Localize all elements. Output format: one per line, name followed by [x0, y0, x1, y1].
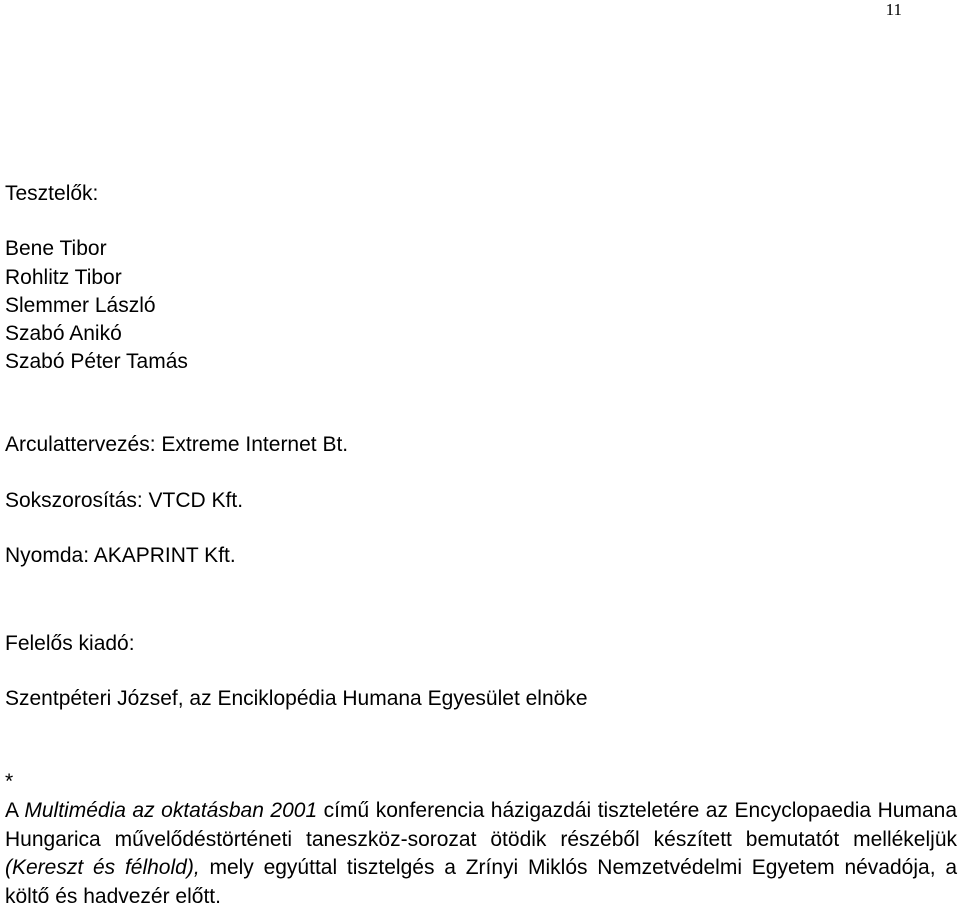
tester-name: Szabó Anikó [5, 322, 122, 345]
publisher: Szentpéteri József, az Enciklopédia Humana Egyesület elnöke [5, 687, 588, 710]
tester-name: Bene Tibor [5, 237, 107, 260]
duplication-credit: Sokszorosítás: VTCD Kft. [5, 489, 244, 512]
footnote-text: mely egyúttal tisztelgés a Zrínyi Miklós Nemzetvédelmi Egyetem névadója, a költő és hadvezér előtt. [5, 856, 957, 908]
conference-title: Multimédia az oktatásban 2001 [24, 799, 318, 822]
publisher-heading: Felelős kiadó: [5, 632, 135, 655]
footnote-text: A [5, 799, 25, 822]
tester-name: Rohlitz Tibor [5, 266, 122, 289]
work-title: (Kereszt és félhold), [5, 856, 200, 879]
tester-name: Szabó Péter Tamás [5, 350, 188, 373]
design-credit: Arculattervezés: Extreme Internet Bt. [5, 433, 349, 456]
printing-credit: Nyomda: AKAPRINT Kft. [5, 544, 236, 567]
footnote-mark: * [5, 770, 14, 793]
testers-heading: Tesztelők: [5, 182, 99, 205]
page-number: 11 [885, 0, 902, 19]
tester-name: Slemmer László [5, 294, 156, 317]
footnote-paragraph [5, 797, 957, 911]
footnote-text: című konferencia házigazdái tiszteletére az Encyclopaedia Humana Hungarica művelődéstörténeti taneszköz-sorozat ötödik részéből készített bemutatót mellékeljük [5, 799, 957, 851]
